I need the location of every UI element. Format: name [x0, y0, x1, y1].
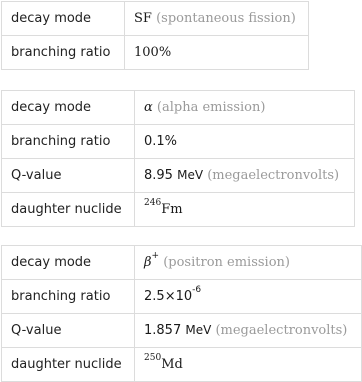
- row-value: [125, 36, 309, 70]
- mass-number: 250: [144, 353, 162, 364]
- decay-mode-gloss: (positron emission): [163, 254, 290, 270]
- row-value: [135, 348, 362, 382]
- mass-number: 246: [144, 198, 162, 209]
- row-label: daughter nuclide: [2, 348, 135, 382]
- table-row: [2, 348, 362, 382]
- decay-table-alpha: [1, 90, 355, 227]
- decay-mode-gloss: (alpha emission): [156, 99, 266, 115]
- decay-mode-value: α: [144, 99, 153, 115]
- row-label: daughter nuclide: [2, 193, 135, 227]
- table-row: [2, 2, 309, 36]
- q-value-number: 1.857: [144, 323, 182, 338]
- table-row: [2, 280, 362, 314]
- exponent-base: 10: [175, 288, 193, 304]
- row-label: decay mode: [2, 246, 135, 280]
- row-label: decay mode: [2, 91, 135, 125]
- branching-ratio-value: 100%: [134, 44, 172, 60]
- row-value: [135, 314, 362, 348]
- decay-mode-gloss: (spontaneous fission): [156, 10, 296, 26]
- q-value-gloss: (megaelectronvolts): [215, 323, 348, 338]
- decay-table-sf: [1, 1, 309, 70]
- decay-table-positron: [1, 245, 362, 382]
- table-row: [2, 36, 309, 70]
- row-label: Q-value: [2, 159, 135, 193]
- row-value: [135, 125, 355, 159]
- decay-mode-value: SF: [134, 10, 152, 26]
- row-label: branching ratio: [2, 280, 135, 314]
- charge-sign: +: [151, 251, 160, 262]
- q-value-number: 8.95: [144, 168, 173, 183]
- q-value-unit: MeV: [185, 323, 212, 337]
- table-row: [2, 246, 362, 280]
- exponent: -6: [192, 285, 202, 296]
- decay-mode-value: β: [144, 254, 152, 270]
- row-label: Q-value: [2, 314, 135, 348]
- row-value: [135, 193, 355, 227]
- row-value: [135, 159, 355, 193]
- row-value: [125, 2, 309, 36]
- times-sign: ×: [164, 288, 176, 304]
- row-value: [135, 280, 362, 314]
- table-row: [2, 159, 355, 193]
- row-label: decay mode: [2, 2, 125, 36]
- q-value-unit: MeV: [177, 168, 204, 182]
- element-symbol: Fm: [161, 201, 183, 217]
- table-row: [2, 314, 362, 348]
- table-row: [2, 125, 355, 159]
- branching-ratio-value: [144, 285, 202, 304]
- mantissa: 2.5: [144, 288, 165, 304]
- table-row: [2, 193, 355, 227]
- table-row: [2, 91, 355, 125]
- row-value: [135, 91, 355, 125]
- branching-ratio-value: 0.1%: [144, 133, 178, 149]
- daughter-nuclide: [144, 198, 183, 217]
- element-symbol: Md: [161, 356, 183, 372]
- q-value-gloss: (megaelectronvolts): [207, 168, 340, 183]
- row-value: [135, 246, 362, 280]
- daughter-nuclide: [144, 353, 183, 372]
- row-label: branching ratio: [2, 125, 135, 159]
- row-label: branching ratio: [2, 36, 125, 70]
